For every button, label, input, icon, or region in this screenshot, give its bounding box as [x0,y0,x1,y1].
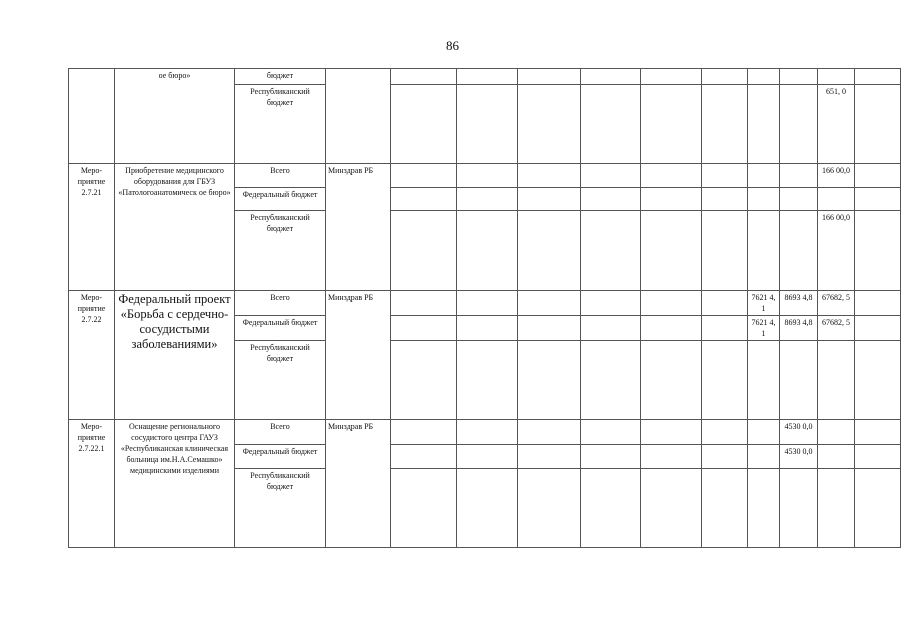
value-cell [855,291,901,316]
value-cell [581,291,641,316]
value-cell [518,316,581,341]
value-cell [818,445,855,469]
value-cell [818,469,855,548]
value-cell [855,316,901,341]
value-cell [391,85,457,164]
value-cell [702,316,748,341]
funding-source: Республиканский бюджет [235,469,326,548]
value-cell [780,164,818,188]
value-cell [748,188,780,211]
value-cell [457,469,518,548]
value-cell [641,420,702,445]
value-cell [855,164,901,188]
value-cell: 651, 0 [818,85,855,164]
value-cell [581,69,641,85]
value-cell [581,316,641,341]
budget-table [68,68,901,548]
value-cell [641,341,702,420]
value-cell [391,469,457,548]
value-cell: 8693 4,8 [780,291,818,316]
value-cell [702,188,748,211]
funding-source: Федеральный бюджет [235,188,326,211]
funding-source: Республиканский бюджет [235,341,326,420]
value-cell [818,69,855,85]
value-cell: 166 00,0 [818,211,855,291]
value-cell [581,445,641,469]
value-cell [780,341,818,420]
value-cell [855,420,901,445]
value-cell: 7621 4,1 [748,316,780,341]
value-cell [581,341,641,420]
executor: Минздрав РБ [326,164,391,291]
value-cell [641,164,702,188]
value-cell [702,341,748,420]
value-cell [780,188,818,211]
value-cell [457,85,518,164]
value-cell [457,445,518,469]
value-cell [391,341,457,420]
value-cell [457,316,518,341]
value-cell [518,445,581,469]
value-cell [780,69,818,85]
value-cell [748,445,780,469]
value-cell [518,85,581,164]
value-cell [780,469,818,548]
value-cell [780,211,818,291]
value-cell [391,211,457,291]
value-cell [518,341,581,420]
value-cell [581,188,641,211]
value-cell [702,445,748,469]
value-cell [391,420,457,445]
funding-source: Федеральный бюджет [235,445,326,469]
value-cell [855,85,901,164]
measure-name: Приобретение медицинского оборудования для ГБУЗ «Патологоанатомическ ое бюро» [115,164,235,291]
value-cell: 166 00,0 [818,164,855,188]
value-cell [855,469,901,548]
value-cell [457,211,518,291]
value-cell [702,211,748,291]
value-cell [391,188,457,211]
value-cell [518,188,581,211]
measure-code: Меро- приятие 2.7.22 [69,291,115,420]
measure-name: Федеральный проект «Борьба с сердечно- сосудистыми заболеваниями» [115,291,235,420]
value-cell [702,420,748,445]
value-cell [641,69,702,85]
value-cell [702,164,748,188]
measure-code [69,69,115,164]
value-cell [457,69,518,85]
value-cell [641,445,702,469]
value-cell [518,291,581,316]
funding-source: бюджет [235,69,326,85]
value-cell [641,85,702,164]
value-cell [748,420,780,445]
executor: Минздрав РБ [326,291,391,420]
measure-code: Меро- приятие 2.7.22.1 [69,420,115,548]
executor: Минздрав РБ [326,420,391,548]
measure-name: ое бюро» [115,69,235,164]
value-cell [855,211,901,291]
value-cell [818,420,855,445]
value-cell [818,341,855,420]
value-cell [748,211,780,291]
value-cell: 67682, 5 [818,291,855,316]
value-cell: 7621 4,1 [748,291,780,316]
value-cell [581,211,641,291]
value-cell [391,316,457,341]
value-cell [457,164,518,188]
value-cell [457,420,518,445]
funding-source: Республиканский бюджет [235,211,326,291]
value-cell [855,445,901,469]
value-cell [581,164,641,188]
value-cell [780,85,818,164]
table-row [69,291,901,316]
page-number: 86 [446,38,459,53]
value-cell [391,291,457,316]
value-cell [855,341,901,420]
value-cell [518,164,581,188]
value-cell [641,316,702,341]
value-cell [581,469,641,548]
value-cell [641,469,702,548]
funding-source: Всего [235,291,326,316]
value-cell [457,188,518,211]
value-cell [391,69,457,85]
value-cell [391,164,457,188]
value-cell [855,69,901,85]
funding-source: Федеральный бюджет [235,316,326,341]
table-row [69,420,901,445]
value-cell [748,341,780,420]
value-cell [518,420,581,445]
value-cell [818,188,855,211]
value-cell [391,445,457,469]
value-cell: 67682, 5 [818,316,855,341]
value-cell [457,341,518,420]
value-cell [641,291,702,316]
measure-code: Меро- приятие 2.7.21 [69,164,115,291]
value-cell: 8693 4,8 [780,316,818,341]
value-cell [518,211,581,291]
value-cell [702,291,748,316]
funding-source: Всего [235,164,326,188]
executor [326,69,391,164]
table-row [69,69,901,85]
value-cell: 4530 0,0 [780,420,818,445]
value-cell [702,85,748,164]
measure-name: Оснащение регионального сосудистого центра ГАУЗ «Республиканская клиническая больница им.Н.А.Семашко» медицинскими изделиями [115,420,235,548]
value-cell [581,420,641,445]
value-cell [855,188,901,211]
value-cell [641,188,702,211]
value-cell [641,211,702,291]
value-cell [748,164,780,188]
funding-source: Всего [235,420,326,445]
value-cell [581,85,641,164]
value-cell [748,85,780,164]
value-cell [702,69,748,85]
value-cell [748,469,780,548]
table-row [69,164,901,188]
funding-source: Республиканский бюджет [235,85,326,164]
value-cell [702,469,748,548]
value-cell [518,469,581,548]
value-cell: 4530 0,0 [780,445,818,469]
value-cell [748,69,780,85]
value-cell [457,291,518,316]
value-cell [518,69,581,85]
